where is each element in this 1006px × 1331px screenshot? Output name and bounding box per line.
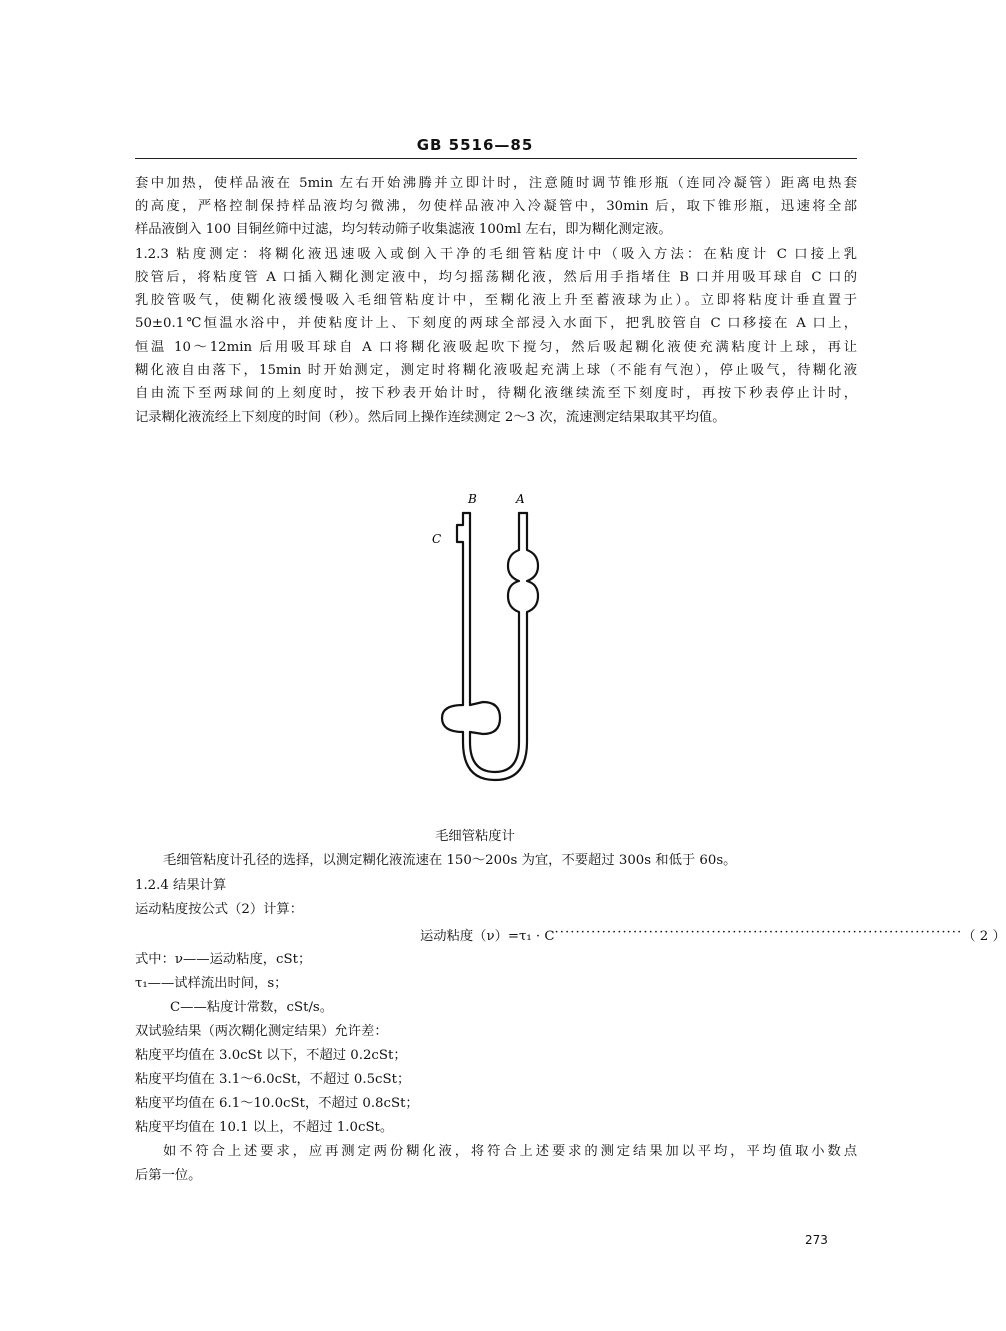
page-number: 273 (805, 1233, 828, 1247)
label-a: A (516, 492, 525, 506)
figure-caption: 毛细管粘度计 (435, 829, 515, 844)
label-b: B (468, 492, 477, 506)
formula-line (420, 925, 1006, 944)
paragraph-line: 样品液倒入 100 目铜丝筛中过滤，均匀转动筛子收集滤液 100ml 左右，即为糊化测定液。 (135, 222, 672, 237)
tolerance-title: 双试验结果（两次糊化测定结果）允许差： (135, 1024, 388, 1039)
label-c: C (432, 532, 442, 546)
section-1-2-3-line: 自由流下至两球间的上刻度时，按下秒表开始计时，待糊化液继续流至下刻度时，再按下秒表停止计时， (135, 386, 857, 401)
closing-line: 如不符合上述要求，应再测定两份糊化液，将符合上述要求的测定结果加以平均，平均值取小数点 (163, 1144, 857, 1159)
section-1-2-3-line: 1.2.3 粘度测定：将糊化液迅速吸入或倒入干净的毛细管粘度计中（吸入方法：在粘度计 C 口接上乳 (135, 247, 857, 262)
section-1-2-3-line: 恒温 10～12min 后用吸耳球自 A 口将糊化液吸起吹下搅匀，然后吸起糊化液使充满粘度计上球，再让 (135, 340, 857, 355)
aperture-note: 毛细管粘度计孔径的选择，以测定糊化液流速在 150～200s 为宜，不要超过 300s 和低于 60s。 (163, 853, 737, 868)
header-rule (135, 158, 857, 159)
section-1-2-3-line: 乳胶管吸气，使糊化液缓慢吸入毛细管粘度计中，至糊化液上升至蓄液球为止）。立即将粘度计垂直置于 (135, 293, 857, 308)
formula-expression: 运动粘度（ν）=τ₁ · C (420, 929, 555, 944)
section-1-2-3-line: 糊化液自由落下，15min 时开始测定，测定时将糊化液吸起充满上球（不能有气泡），停止吸气，待糊化液 (135, 363, 857, 378)
tolerance-item: 粘度平均值在 3.1～6.0cSt，不超过 0.5cSt； (135, 1072, 411, 1087)
paragraph-line: 套中加热，使样品液在 5min 左右开始沸腾并立即计时，注意随时调节锥形瓶（连同冷凝管）距离电热套 (135, 176, 857, 191)
definition-c: C——粘度计常数，cSt/s。 (170, 1000, 334, 1015)
section-1-2-3-line: 50±0.1℃恒温水浴中，并使粘度计上、下刻度的两球全部浸入水面下，把乳胶管自 C 口移接在 A 口上， (135, 316, 857, 331)
standard-header: GB 5516—85 (416, 136, 534, 154)
capillary-viscometer-diagram (0, 480, 950, 815)
paragraph-line: 的高度，严格控制保持样品液均匀微沸，勿使样品液冲入冷凝管中，30min 后，取下锥形瓶，迅速将全部 (135, 199, 857, 214)
section-1-2-4-heading: 1.2.4 结果计算 (135, 878, 227, 893)
section-1-2-3-line: 记录糊化液流经上下刻度的时间（秒）。然后同上操作连续测定 2～3 次，流速测定结果取其平均值。 (135, 410, 726, 425)
where-line: 式中：ν——运动粘度，cSt； (135, 952, 312, 967)
tolerance-item: 粘度平均值在 6.1～10.0cSt，不超过 0.8cSt； (135, 1096, 419, 1111)
formula-number: （ 2 ） (962, 929, 1006, 944)
formula-leader: ·············································································· (554, 925, 963, 940)
closing-line: 后第一位。 (135, 1168, 202, 1183)
definition-tau: τ₁——试样流出时间，s； (135, 976, 288, 991)
formula-intro: 运动粘度按公式（2）计算： (135, 902, 304, 917)
section-1-2-3-line: 胶管后，将粘度管 A 口插入糊化测定液中，均匀摇荡糊化液，然后用手指堵住 B 口并用吸耳球自 C 口的 (135, 270, 857, 285)
tolerance-item: 粘度平均值在 10.1 以上，不超过 1.0cSt。 (135, 1120, 394, 1135)
tolerance-item: 粘度平均值在 3.0cSt 以下，不超过 0.2cSt； (135, 1048, 407, 1063)
